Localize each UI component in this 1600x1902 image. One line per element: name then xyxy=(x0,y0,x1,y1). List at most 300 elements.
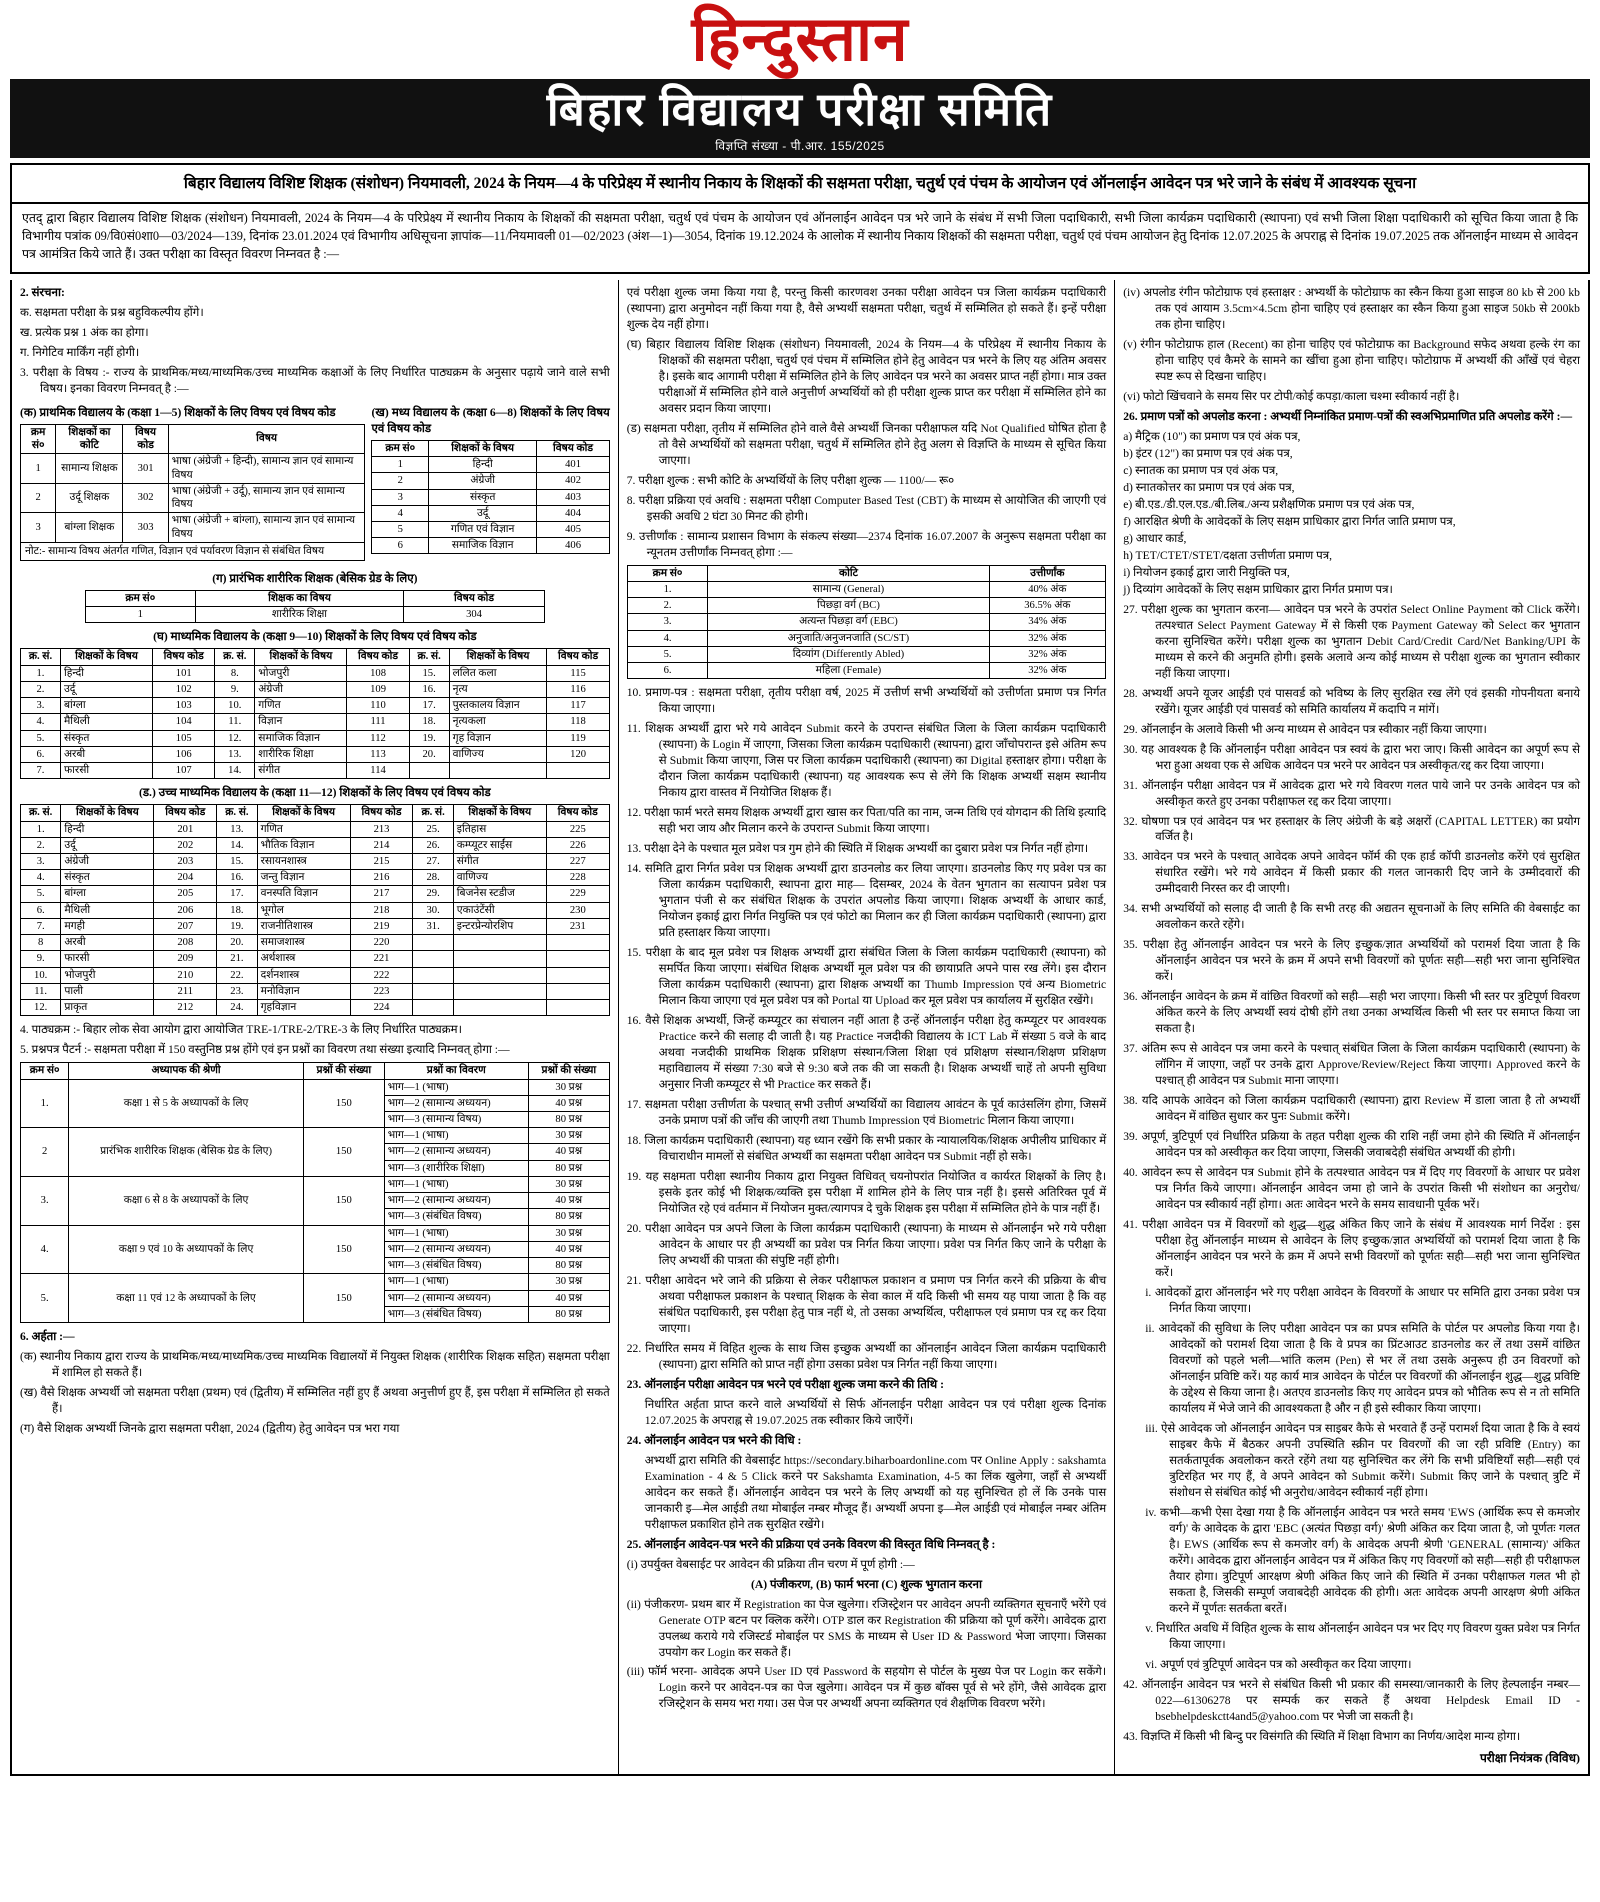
cell: 7. xyxy=(21,918,61,934)
cell: 16. xyxy=(217,870,257,886)
cell: भाग—1 (भाषा) xyxy=(384,1225,528,1241)
cell: 18. xyxy=(217,902,257,918)
section-2-item: ख. प्रत्येक प्रश्न 1 अंक का होगा। xyxy=(20,325,149,339)
cell xyxy=(546,967,609,983)
cell: 216 xyxy=(350,870,413,886)
cell: अंग्रेजी xyxy=(61,853,154,869)
cell: गणित xyxy=(257,821,350,837)
cell: 40 प्रश्न xyxy=(528,1290,609,1306)
table-exam-pattern xyxy=(20,1062,610,1323)
cell: भाग—3 (संबंधित विषय) xyxy=(384,1209,528,1225)
th: क्र. सं. xyxy=(409,649,449,665)
cell: प्रारंभिक शारीरिक शिक्षक (बेसिक ग्रेड के लिए) xyxy=(69,1128,304,1177)
col2-para: एवं परीक्षा शुल्क जमा किया गया है, परन्तु किसी कारणवश उनका परीक्षा आवेदन पत्र जिला कार्यक्रम पदाधिकारी (स्थापना) द्वारा अनुमोदन नहीं किया गया है, वैसे अभ्यर्थी सक्षमता परीक्षा, चतुर्थ में सम्मिलित हो सकते हैं। इन्हें परीक्षा शुल्क देय नहीं होगा। xyxy=(626,285,1107,331)
sub41-item: iii. ऐसे आवेदक जो ऑनलाईन आवेदन पत्र साइबर कैफे से भरवाते हैं उन्हें परामर्श दिया जाता है कि वे स्वयं साइबर कैफे में बैठकर अपनी उपस्थिति स्क्रीन पर विवरणों की जा रही प्रविष्टि (Entry) का सतर्कतापूर्वक अवलोकन करते रहेंगे तथा यह सुनिश्चित कर लेंगे कि सभी प्रविष्टियाँ सही—सही एवं त्रुटिरहित भर गए हैं, वे अपने आवेदन को Submit करेंगे। Submit किए जाने के पश्चात् त्रुटि में संशोधन से संबंधित कोई भी अनुरोध/आवेदन स्वीकार्य नहीं होगा। xyxy=(1145,1421,1580,1499)
cell: 213 xyxy=(350,821,413,837)
section-3-title: 3. परीक्षा के विषय :- राज्य के प्राथमिक/मध्य/माध्यमिक/उच्च माध्यमिक कक्षाओं के लिए निर्धारित पाठ्यक्रम के अनुसार पढ़ाये जाने वाले सभी विषय। इनका विवरण निम्नवत् है :— xyxy=(20,365,610,395)
cell: 1 xyxy=(85,607,195,623)
table-row xyxy=(627,598,1105,614)
cell: भाग—3 (सामान्य विषय) xyxy=(384,1111,528,1127)
col3-item: (iv) अपलोड रंगीन फोटोग्राफ एवं हस्ताक्षर : अभ्यर्थी के फोटोग्राफ का स्कैन किया हुआ साइज 80 kb से 200 kb तक एवं आयाम 3.5cm×4.5cm होना चाहिए एवं हस्ताक्षर का स्कैन किया हुआ साइज 50kb से 200kb तक होना चाहिए। xyxy=(1123,285,1580,331)
cell: महिला (Female) xyxy=(708,663,989,679)
cell: 4. xyxy=(21,714,61,730)
cell: 23. xyxy=(217,983,257,999)
cell: 5. xyxy=(21,730,61,746)
cell: उर्दू xyxy=(61,837,154,853)
list-item: f) आरक्षित श्रेणी के आवेदकों के लिए सक्षम प्राधिकार द्वारा निर्गत जाति प्रमाण पत्र, xyxy=(1123,514,1456,528)
cell: 30. xyxy=(413,902,453,918)
cell: हिन्दी xyxy=(61,821,154,837)
cell: 4. xyxy=(21,1225,69,1274)
list-item: e) बी.एड./डी.एल.एड./बी.लिब./अन्य प्रशैक्षणिक प्रमाण पत्र एवं अंक पत्र, xyxy=(1123,497,1415,511)
th: क्र. सं. xyxy=(413,805,453,821)
list-item: j) दिव्यांग आवेदकों के लिए सक्षम प्राधिकार द्वारा निर्गत प्रमाण पत्र। xyxy=(1123,582,1393,596)
table-k-note: नोट:- सामान्य विषय अंतर्गत गणित, विज्ञान एवं पर्यावरण विज्ञान से संबंधित विषय xyxy=(20,543,365,561)
table-row xyxy=(21,714,610,730)
cell: 5. xyxy=(21,886,61,902)
intro-paragraph: एतद् द्वारा बिहार विद्यालय विशिष्ट शिक्षक (संशोधन) नियमावली, 2024 के नियम—4 के परिप्रेक्ष्य में स्थानीय निकाय के शिक्षकों की सक्षमता परीक्षा, चतुर्थ एवं पंचम के आयोजन एवं ऑनलाईन आवेदन पत्र भरे जाने के संबंध में सभी जिला पदाधिकारी, सभी जिला कार्यक्रम पदाधिकारी (स्थापना) एवं सभी जिला शिक्षा पदाधिकारी को सूचित किया जाता है कि विभागीय पत्रांक 09/वि0सं0शा0—03/2024—139, दिनांक 23.01.2024 एवं विभागीय अधिसूचना ज्ञापांक—11/नियमावली 01—02/2023 (अंश—1)—3054, दिनांक 19.12.2024 के आलोक में स्थानीय निकाय शिक्षकों की सक्षमता परीक्षा, चतुर्थ एवं पंचम आयोजन हेतु दिनांक 12.07.2025 के अपराह्न से दिनांक 19.07.2025 तक ऑनलाईन माध्यम से आवेदन पत्र आमंत्रित किये जाते हैं। उक्त परीक्षा का विस्तृत विवरण निम्नवत है :— xyxy=(22,211,1578,261)
cell: पुस्तकालय विज्ञान xyxy=(449,698,547,714)
cell: 218 xyxy=(350,902,413,918)
cell: जन्तु विज्ञान xyxy=(257,870,350,886)
th: क्रम सं० xyxy=(85,590,195,606)
table-row xyxy=(21,967,610,983)
cell: 80 प्रश्न xyxy=(528,1258,609,1274)
cell: 2 xyxy=(21,483,56,512)
cell: भाग—2 (सामान्य अध्ययन) xyxy=(384,1144,528,1160)
upload-docs-list xyxy=(1123,429,1580,598)
cell: 11. xyxy=(215,714,255,730)
cell: 221 xyxy=(350,951,413,967)
cell: 19. xyxy=(217,918,257,934)
th: शिक्षकों का कोटि xyxy=(56,424,123,453)
cell xyxy=(546,1000,609,1016)
cell xyxy=(409,763,449,779)
table-row xyxy=(372,505,609,521)
cell: 18. xyxy=(409,714,449,730)
th: क्र. सं. xyxy=(217,805,257,821)
cell: 201 xyxy=(154,821,217,837)
notice-number: विज्ञप्ति संख्या - पी.आर. 155/2025 xyxy=(715,138,885,153)
table-row xyxy=(21,681,610,697)
column-middle xyxy=(619,280,1115,1774)
table-row xyxy=(21,886,610,902)
cell: 30 प्रश्न xyxy=(528,1128,609,1144)
table-row xyxy=(21,483,365,512)
list-item: b) इंटर (12") का प्रमाण पत्र एवं अंक पत्र, xyxy=(1123,446,1293,460)
cell: 103 xyxy=(153,698,215,714)
list-item: g) आधार कार्ड, xyxy=(1123,531,1187,545)
cell: 30 प्रश्न xyxy=(528,1176,609,1192)
cell: 111 xyxy=(347,714,409,730)
table-physical-teacher xyxy=(85,590,545,623)
table-primary-subjects xyxy=(20,424,365,543)
cell: 2. xyxy=(21,681,61,697)
cell: 3 xyxy=(372,489,429,505)
cell: 30 प्रश्न xyxy=(528,1079,609,1095)
th: शिक्षकों के विषय xyxy=(453,805,546,821)
list-item: h) TET/CTET/STET/दक्षता उत्तीर्णता प्रमाण पत्र, xyxy=(1123,548,1333,562)
cell: 109 xyxy=(347,681,409,697)
cell: 301 xyxy=(123,454,168,483)
cell: 209 xyxy=(154,951,217,967)
cell: 119 xyxy=(547,730,609,746)
cell: 6. xyxy=(21,746,61,762)
cell: नृत्य xyxy=(449,681,547,697)
cell: 228 xyxy=(546,870,609,886)
cell: अरबी xyxy=(60,746,152,762)
column-left xyxy=(12,280,619,1774)
cell: सामान्य (General) xyxy=(708,581,989,597)
masthead xyxy=(10,6,1590,77)
cell: 3. xyxy=(627,614,708,630)
cell: 118 xyxy=(547,714,609,730)
col2-item: 20. परीक्षा आवेदन पत्र अपने जिला के जिला कार्यक्रम पदाधिकारी (स्थापना) के माध्यम से ऑनलाईन भरे गये परीक्षा आवेदन के आधार पर ही अभ्यर्थी का प्रवेश पत्र निर्गत किया जाएगा। प्रवेश पत्र निर्गत किए जाने के परीक्षा के लिए अभ्यर्थी की पात्रता की संपुष्टि नहीं होगी। xyxy=(626,1221,1107,1267)
cell: 202 xyxy=(154,837,217,853)
th: क्रम सं० xyxy=(627,565,708,581)
cell: 120 xyxy=(547,746,609,762)
cell: भूगोल xyxy=(257,902,350,918)
cell: 9. xyxy=(21,951,61,967)
cell xyxy=(413,935,453,951)
cell: 110 xyxy=(347,698,409,714)
cell: 406 xyxy=(537,538,609,554)
cell: 40 प्रश्न xyxy=(528,1193,609,1209)
cell: संस्कृत xyxy=(60,730,152,746)
subject-code-tables xyxy=(20,401,610,567)
table-row xyxy=(21,1225,610,1241)
cell: 207 xyxy=(154,918,217,934)
cell: 7. xyxy=(21,763,61,779)
col3-item: 32. घोषणा पत्र एवं आवेदन पत्र भर हस्ताक्षर के लिए अंग्रेजी के बड़े अक्षरों (CAPITAL LETTER) का प्रयोग वर्जित है। xyxy=(1123,814,1580,844)
cell: 20. xyxy=(409,746,449,762)
table-row xyxy=(21,870,610,886)
apply-step: (i) उपर्युक्त वेबसाईट पर आवेदन की प्रक्रिया तीन चरण में पूर्ण होगी :— xyxy=(626,1557,915,1571)
cell: बिजनेस स्टडीज xyxy=(453,886,546,902)
col3-item: 34. सभी अभ्यर्थियों को सलाह दी जाती है कि सभी तरह की अद्यतन सूचनाओं के लिए समिति की वेबसाईट का अवलोकन करते रहेंगे। xyxy=(1123,902,1580,932)
table-row xyxy=(627,614,1105,630)
cell: मैथिली xyxy=(60,714,152,730)
col2-item: 10. प्रमाण-पत्र : सक्षमता परीक्षा, तृतीय परीक्षा वर्ष, 2025 में उत्तीर्ण सभी अभ्यर्थियों को उत्तीर्णता प्रमाण पत्र निर्गत किया जाएगा। xyxy=(626,686,1107,716)
table-row xyxy=(21,902,610,918)
list-item: a) मैट्रिक (10") का प्रमाण पत्र एवं अंक पत्र, xyxy=(1123,429,1301,443)
sub41-item: ii. आवेदकों की सुविधा के लिए परीक्षा आवेदन पत्र का प्रपत्र समिति के पोर्टल पर अपलोड किया गया है। आवेदकों को परामर्श दिया जाता है कि वे प्रपत्र का प्रिंटआउट डाउनलोड कर लें तथा उसमें वांछित विवरणों को पहले भली—भांति कलम (Pen) से भर लें तथा उसके अनुरूप ही उन विवरणों को ऑनलाईन प्रविष्टि करें। यह कार्य मात्र आवेदन के पोर्टल पर विवरणों की ऑनलाईन शुद्ध—शुद्ध प्रविष्टि के उद्देश्य से किया जाना है। अतएव डाउनलोड किए गए आवेदन प्रपत्र को भौतिक रूप से न तो समिति कार्यालय में भेजे जाने की आवश्यकता है और न ही इसे स्वीकार किया जाएगा। xyxy=(1145,1322,1580,1415)
table-row xyxy=(21,454,365,483)
cell: वनस्पति विज्ञान xyxy=(257,886,350,902)
th: विषय कोड xyxy=(350,805,413,821)
cell: उर्दू xyxy=(429,505,537,521)
cell: 4. xyxy=(627,630,708,646)
cell: उर्दू शिक्षक xyxy=(56,483,123,512)
cell: भाग—1 (भाषा) xyxy=(384,1128,528,1144)
cell: 3. xyxy=(21,698,61,714)
cell: 12. xyxy=(21,1000,61,1016)
sub41-item: vi. अपूर्ण एवं त्रुटिपूर्ण आवेदन पत्र को अस्वीकृत कर दिया जाएगा। xyxy=(1145,1657,1412,1671)
cell: 304 xyxy=(404,607,545,623)
cell: एकाउंटेंसी xyxy=(453,902,546,918)
cell: इतिहास xyxy=(453,821,546,837)
table-row xyxy=(21,1128,610,1144)
cell: अत्यन्त पिछड़ा वर्ग (EBC) xyxy=(708,614,989,630)
cell: संस्कृत xyxy=(429,489,537,505)
table-higher-secondary-subjects xyxy=(20,804,610,1016)
cell: 106 xyxy=(153,746,215,762)
cell xyxy=(453,951,546,967)
cell: 210 xyxy=(154,967,217,983)
cell xyxy=(453,983,546,999)
cell xyxy=(453,1000,546,1016)
cell: 25. xyxy=(413,821,453,837)
cell: 8. xyxy=(215,665,255,681)
online-apply-dates-title: 23. ऑनलाईन परीक्षा आवेदन पत्र भरने एवं परीक्षा शुल्क जमा करने की तिथि : xyxy=(626,1377,944,1391)
cell: 229 xyxy=(546,886,609,902)
cell: 1 xyxy=(372,457,429,473)
cell: फारसी xyxy=(60,763,152,779)
th: प्रश्नों का विवरण xyxy=(384,1063,528,1079)
col3-item: 30. यह आवश्यक है कि ऑनलाईन परीक्षा आवेदन पत्र स्वयं के द्वारा भरा जाए। किसी आवेदन का अपूर्ण रूप से भरा हुआ अथवा एक से अधिक आवेदन पत्र भरने पर आवेदन पत्र अस्वीकृत/रद्द कर दिया जाएगा। xyxy=(1123,742,1580,772)
exam-process: 8. परीक्षा प्रक्रिया एवं अवधि : सक्षमता परीक्षा Computer Based Test (CBT) के माध्यम से आयोजित की जाएगी एवं इसकी अवधि 2 घंटा 30 मिनट की होगी। xyxy=(626,493,1107,523)
th: विषय कोड xyxy=(547,649,609,665)
cell: 17. xyxy=(217,886,257,902)
col3-item: 36. ऑनलाईन आवेदन के क्रम में वांछित विवरणों को सही—सही भरा जाएगा। किसी भी स्तर पर त्रुटिपूर्ण विवरण अंकित करने के लिए अभ्यर्थी स्वयं दोषी होंगे तथा उनका अभ्यर्थित्व किसी भी स्तर पर समाप्त किया जा सकता है। xyxy=(1123,990,1580,1036)
cell: 303 xyxy=(123,513,168,542)
cell: 20. xyxy=(217,935,257,951)
section-6-title: 6. अर्हता :— xyxy=(20,1330,75,1344)
cell: दिव्यांग (Differently Abled) xyxy=(708,646,989,662)
cell: 217 xyxy=(350,886,413,902)
cell: 17. xyxy=(409,698,449,714)
th: विषय कोड xyxy=(537,440,609,456)
cell: अंग्रेजी xyxy=(255,681,347,697)
list-item: i) नियोजन इकाई द्वारा जारी नियुक्ति पत्र, xyxy=(1123,565,1290,579)
col3-item: 35. परीक्षा हेतु ऑनलाईन आवेदन पत्र भरने के लिए इच्छुक/ज्ञात अभ्यर्थियों को परामर्श दिया जाता है कि ऑनलाईन आवेदन पत्र भरने के क्रम में अपने सभी विवरणों को पूर्णतः सही—सही भरा जाना सुनिश्चित करें। xyxy=(1123,938,1580,984)
section-6-item: (ग) वैसे शिक्षक अभ्यर्थी जिनके द्वारा सक्षमता परीक्षा, 2024 (द्वितीय) हेतु आवेदन पत्र भरा गया xyxy=(20,1421,400,1435)
th: शिक्षकों के विषय xyxy=(257,805,350,821)
passing-marks-intro: 9. उत्तीर्णांक : सामान्य प्रशासन विभाग के संकल्प संख्या—2374 दिनांक 16.07.2007 के अनुरूप सक्षमता परीक्षा का न्यूनतम उत्तीर्णांक निम्नवत् होगा :— xyxy=(626,529,1107,559)
col3-item: 27. परीक्षा शुल्क का भुगतान करना— आवेदन पत्र भरने के उपरांत Select Online Payment को Click करेंगे। तत्पश्चात Select Payment Gateway में से किसी एक Payment Gateway को Select कर भुगतान करना सुनिश्चित करेंगे। परीक्षा शुल्क का भुगतान Debit Card/Credit Card/Net Banking/UPI के माध्यम से करने की अनुमति होगी। इसके अलावे अन्य कोई माध्यम से परीक्षा शुल्क का भुगतान स्वीकार नहीं किया जाएगा। xyxy=(1123,602,1580,680)
cell: गणित xyxy=(255,698,347,714)
cell: 101 xyxy=(153,665,215,681)
cell xyxy=(453,935,546,951)
cell: 220 xyxy=(350,935,413,951)
col2-item: 11. शिक्षक अभ्यर्थी द्वारा भरे गये आवेदन Submit करने के उपरान्त संबंधित जिला के जिला कार्यक्रम पदाधिकारी (स्थापना) के Login में जाएगा, जिसका जिला कार्यक्रम पदाधिकारी (स्थापना) द्वारा जाँचोपरान्त इसे अंतिम रूप से Submit किया जाएगा, जिस पर जिला कार्यक्रम पदाधिकारी (स्थापना) का Digital हस्ताक्षर होगा। परीक्षा के दौरान जिला कार्यक्रम पदाधिकारी (स्थापना) यह आवश्यक रूप से लेंगे कि शिक्षक अभ्यर्थी सक्षम स्थानीय निकाय द्वारा वास्तव में नियोजित शिक्षक हैं। xyxy=(626,722,1107,800)
cell: शारीरिक शिक्षा xyxy=(255,746,347,762)
cell: 225 xyxy=(546,821,609,837)
table-row xyxy=(21,698,610,714)
th: विषय xyxy=(168,424,365,453)
cell: 10. xyxy=(215,698,255,714)
cell: 108 xyxy=(347,665,409,681)
cell: भोजपुरी xyxy=(61,967,154,983)
cell: भाग—1 (भाषा) xyxy=(384,1079,528,1095)
cell: 6. xyxy=(21,902,61,918)
col2-item: 13. परीक्षा देने के पश्चात मूल प्रवेश पत्र गुम होने की स्थिति में शिक्षक अभ्यर्थी का दुबारा प्रवेश पत्र निर्गत नहीं होगा। xyxy=(626,842,1089,856)
cell xyxy=(413,1000,453,1016)
exam-fee: 7. परीक्षा शुल्क : सभी कोटि के अभ्यर्थियों के लिए परीक्षा शुल्क — 1100/— रू० xyxy=(626,473,955,487)
cell: 32% अंक xyxy=(989,630,1106,646)
col2-item: 14. समिति द्वारा निर्गत प्रवेश पत्र शिक्षक अभ्यर्थी द्वारा डाउनलोड कर लिया जाएगा। डाउनलोड किए गए प्रवेश पत्र का जिला कार्यक्रम पदाधिकारी, स्थापना द्वारा माह— दिसम्बर, 2024 के वेतन भुगतान का सत्यापन प्रवेश पत्र भुगतान पंजी से कर संबंधित शिक्षक के उपरांत अपलोड किया जाएगा। शिक्षक अभ्यर्थी के आधार कार्ड, नियोजन इकाई द्वारा निर्गत नियुक्ति पत्र एवं फोटो का मिलान कर ही जिला कार्यक्रम पदाधिकारी (स्थापना) द्वारा प्रति हस्ताक्षर किया जाएगा। xyxy=(626,862,1107,940)
cell: भाग—3 (संबंधित विषय) xyxy=(384,1306,528,1322)
th: प्रश्नों की संख्या xyxy=(303,1063,384,1079)
cell: राजनीतिशास्त्र xyxy=(257,918,350,934)
cell: 8 xyxy=(21,935,61,951)
col2-item: 16. वैसे शिक्षक अभ्यर्थी, जिन्हें कम्प्यूटर का संचालन नहीं आता है उन्हें ऑनलाईन परीक्षा हेतु कम्प्यूटर पर आवश्यक Practice करने की सलाह दी जाती है। यह Practice नजदीकी विद्यालय के ICT Lab में संख्या 5 वजे के बाद अथवा नजदीकी प्राथमिक शिक्षक प्रशिक्षण संस्थान/जिला शिक्षा एवं प्रशिक्षण संस्थान/शिक्षण प्रशिक्षण महाविद्यालय में संख्या 7:30 बजे से 9:30 बजे तक की जा सकती है। शिक्षक अभ्यर्थी चाहें तो अपनी सुविधा अनुसार निजी कम्प्यूटर से भी Practice कर सकते हैं। xyxy=(626,1014,1107,1091)
cell: 219 xyxy=(350,918,413,934)
cell: 80 प्रश्न xyxy=(528,1209,609,1225)
cell: भौतिक विज्ञान xyxy=(257,837,350,853)
col2-para: (घ) बिहार विद्यालय विशिष्ट शिक्षक (संशोधन) नियमावली, 2024 के नियम—4 के परिप्रेक्ष्य में स्थानीय निकाय के शिक्षकों की सक्षमता परीक्षा, चतुर्थ एवं पंचम में सम्मिलित होने हेतु आवेदन पत्र भरने के लिए यह अंतिम अवसर है। इसके बाद आगामी परीक्षा में सम्मिलित होने के लिए आवेदन पत्र भरने का अवसर प्राप्त नहीं होगा। मात्र उक्त परीक्षाओं में सम्मिलित होने वाले अनुत्तीर्ण अभ्यर्थियों को ही परीक्षा शुल्क प्राप्त कर परीक्षा में सम्मिलित होने का अवसर प्रदान किया जाएगा। xyxy=(626,337,1107,415)
col3-item: 38. यदि आपके आवेदन को जिला कार्यक्रम पदाधिकारी (स्थापना) द्वारा Review में डाला जाता है तो अभ्यर्थी आवेदन में वांछित सुधार कर पुनः Submit करेंगे। xyxy=(1123,1094,1580,1124)
table-k-caption: (क) प्राथमिक विद्यालय के (कक्षा 1—5) शिक्षकों के लिए विषय एवं विषय कोड xyxy=(20,405,336,419)
th: क्र. सं. xyxy=(215,649,255,665)
cell: 402 xyxy=(537,473,609,489)
table-gh-caption: (घ) माध्यमिक विद्यालय के (कक्षा 9—10) शिक्षकों के लिए विषय एवं विषय कोड xyxy=(153,630,477,644)
table-row xyxy=(21,665,610,681)
cell: 405 xyxy=(537,522,609,538)
cell: 401 xyxy=(537,457,609,473)
col3-item: 37. अंतिम रूप से आवेदन पत्र जमा करने के पश्चात् संबंधित जिला के जिला कार्यक्रम पदाधिकारी (स्थापना) के लॉगिन में जाएगा, जहाँ पर उनके द्वारा Approve/Review/Reject किया जाएगा। Approved करने के पश्चात् ही आवेदन पत्र Submit माना जाएगा। xyxy=(1123,1042,1580,1088)
cell: 208 xyxy=(154,935,217,951)
col2-para: (ड) सक्षमता परीक्षा, तृतीय में सम्मिलित होने वाले वैसे अभ्यर्थी जिनका परीक्षाफल यदि Not Qualified घोषित होता है तो वैसे अभ्यर्थियों को सक्षमता परीक्षा, चतुर्थ में सम्मिलित होने हेतु अलग से विज्ञप्ति के माध्यम से सूचित किया जाएगा। xyxy=(626,421,1107,467)
th: शिक्षकों के विषय xyxy=(61,805,154,821)
cell: 28. xyxy=(413,870,453,886)
table-row xyxy=(372,489,609,505)
cell: 2. xyxy=(21,837,61,853)
cell: 6. xyxy=(627,663,708,679)
cell xyxy=(413,983,453,999)
apply-step-stages: (A) पंजीकरण, (B) फार्म भरना (C) शुल्क भुगतान करना xyxy=(750,1577,982,1591)
col2-item: 17. सक्षमता परीक्षा उत्तीर्णता के पश्चात् सभी उत्तीर्ण अभ्यर्थियों का विद्यालय आवंटन के पूर्व काउंसलिंग होगा, जिसमें उनके प्रमाण पत्रों की जाँच की जाएगी तथा Thumb Impression एवं Biometric मिलान किया जाएगा। xyxy=(626,1097,1107,1127)
th: क्रम सं० xyxy=(21,424,56,453)
table-row xyxy=(627,630,1105,646)
cell: बांग्ला शिक्षक xyxy=(56,513,123,542)
cell: 215 xyxy=(350,853,413,869)
cell: 19. xyxy=(409,730,449,746)
cell: 214 xyxy=(350,837,413,853)
cell: 34% अंक xyxy=(989,614,1106,630)
th: कोटि xyxy=(708,565,989,581)
cell: 80 प्रश्न xyxy=(528,1111,609,1127)
cell: 21. xyxy=(217,951,257,967)
apply-step: (iii) फॉर्म भरना- आवेदक अपने User ID एवं Password के सहयोग से पोर्टल के मुख्य पेज पर Login कर सकेंगे। Login करने पर आवेदन-पत्र का पेज खुलेगा। आवेदन पत्र में कुछ बॉक्स पूर्व से भरे होंगे, जैसे आवेदक द्वारा रजिस्ट्रेशन के समय भरा गया। उस पेज पर अभ्यर्थी अपना व्यक्तिगत एवं शैक्षणिक विवरण भरेंगे। xyxy=(626,1665,1107,1711)
cell: 5. xyxy=(627,646,708,662)
cell: 12. xyxy=(215,730,255,746)
cell: भाषा (अंग्रेजी + बांग्ला), सामान्य ज्ञान एवं सामान्य विषय xyxy=(168,513,365,542)
cell xyxy=(546,951,609,967)
cell: भाग—1 (भाषा) xyxy=(384,1176,528,1192)
cell xyxy=(413,951,453,967)
cell: भाषा (अंग्रेजी + उर्दू), सामान्य ज्ञान एवं सामान्य विषय xyxy=(168,483,365,512)
cell: 10. xyxy=(21,967,61,983)
cell: 40 प्रश्न xyxy=(528,1241,609,1257)
cell: 1. xyxy=(627,581,708,597)
cell: 231 xyxy=(546,918,609,934)
cell: 227 xyxy=(546,853,609,869)
cell: 107 xyxy=(153,763,215,779)
table-secondary-subjects xyxy=(20,648,610,779)
table-kh-caption: (ख) मध्य विद्यालय के (कक्षा 6—8) शिक्षकों के लिए विषय एवं विषय कोड xyxy=(371,405,610,435)
cell: गृहविज्ञान xyxy=(257,1000,350,1016)
cell: 2 xyxy=(372,473,429,489)
cell: 15. xyxy=(409,665,449,681)
cell: भाग—3 (शारीरिक शिक्षा) xyxy=(384,1160,528,1176)
table-row xyxy=(21,983,610,999)
table-row xyxy=(627,646,1105,662)
cell: 32% अंक xyxy=(989,663,1106,679)
cell: 205 xyxy=(154,886,217,902)
table-row xyxy=(21,853,610,869)
cell: 24. xyxy=(217,1000,257,1016)
sub41-item: iv. कभी—कभी ऐसा देखा गया है कि ऑनलाईन आवेदन पत्र भरते समय 'EWS (आर्थिक रूप से कमजोर वर्ग)' के आवेदक के द्वारा 'EBC (अत्यंत पिछड़ा वर्ग)' श्रेणी अंकित कर दिया जाता है, जो पूर्णतः गलत है। EWS (आर्थिक रूप से कमजोर वर्ग) के आवेदक अपनी श्रेणी 'GENERAL (सामान्य)' अंकित करेंगे। आवेदक द्वारा ऑनलाईन आवेदन पत्र में अंकित किए गए विवरणों को सही—सही ही परीक्षाफल तैयार होगा। त्रुटिपूर्ण आरक्षण श्रेणी अंकित किए जाने की स्थिति में उनका परीक्षाफल गलत भी हो सकता है, जिसकी सम्पूर्ण जवाबदेही आवेदक की होगी। अतः आवेदक अपनी आरक्षण श्रेणी अंकित करने में पूर्णतः सतर्कता बरतें। xyxy=(1145,1505,1580,1615)
col3-item: 40. आवेदन रूप से आवेदन पत्र Submit होने के तत्पश्चात आवेदन पत्र में दिए गए विवरणों के आधार पर प्रवेश पत्र निर्गत किये जाएगा। ऑनलाईन आवेदन जमा हो जाने के उपरांत किसी भी संशोधन का अनुरोध/आवेदन पत्र स्वीकार्य नहीं होगा। अतः आवेदन भरने के समय सावधानी पूर्वक भरें। xyxy=(1123,1166,1580,1212)
col2-item: 21. परीक्षा आवेदन भरे जाने की प्रक्रिया से लेकर परीक्षाफल प्रकाशन व प्रमाण पत्र निर्गत करने की प्रक्रिया के बीच अथवा परीक्षाफल प्रकाशन के पश्चात् शिक्षक के सेवा काल में यदि किसी भी समय यह पाया जाता है कि वह संबंधित पदाधिकारी, इस परीक्षा हेतु पात्र नहीं थे, तो उसका अभ्यर्थित्व, परीक्षाफल एवं प्रमाण पत्र रद्द कर दिया जाएगा। xyxy=(626,1273,1107,1335)
table-row xyxy=(21,763,610,779)
cell xyxy=(449,763,547,779)
th: विषय कोड xyxy=(546,805,609,821)
table-g-caption: (ग) प्रारंभिक शारीरिक शिक्षक (बेसिक ग्रेड के लिए) xyxy=(212,571,418,585)
cell: कक्षा 9 एवं 10 के अध्यापकों के लिए xyxy=(69,1225,304,1274)
newspaper-brand: हिन्दुस्तान xyxy=(691,6,909,74)
cell: समाजशास्त्र xyxy=(257,935,350,951)
th: विषय कोड xyxy=(153,649,215,665)
th: विषय कोड xyxy=(154,805,217,821)
table-d-caption: (ड.) उच्च माध्यमिक विद्यालय के (कक्षा 11—12) शिक्षकों के लिए विषय एवं विषय कोड xyxy=(138,786,491,800)
col2-item: 15. परीक्षा के बाद मूल प्रवेश पत्र शिक्षक अभ्यर्थी द्वारा संबंधित जिला के जिला कार्यक्रम पदाधिकारी (स्थापना) को समर्पित किया जाएगा। संबंधित शिक्षक अभ्यर्थी मूल प्रवेश पत्र की छायाप्रति अपने पास रख लेंगे। इस दौरान जिला कार्यक्रम पदाधिकारी (स्थापना) द्वारा शिक्षक अभ्यर्थी का Thumb Impression एवं अन्य Biometric मिलान किया जाएगा एवं मूल प्रवेश पत्र को Portal या Upload कर मूल प्रवेश पत्र कार्यालय में सुरक्षित रखेंगे। xyxy=(626,946,1107,1008)
cell: प्राकृत xyxy=(61,1000,154,1016)
cell: 403 xyxy=(537,489,609,505)
cell: 1. xyxy=(21,665,61,681)
cell: वाणिज्य xyxy=(449,746,547,762)
cell: 116 xyxy=(547,681,609,697)
th: क्रम सं० xyxy=(21,1063,69,1079)
signatory-title: परीक्षा नियंत्रक (विविध) xyxy=(1479,1750,1580,1765)
cell: 302 xyxy=(123,483,168,512)
cell: 2. xyxy=(627,598,708,614)
cell: पाली xyxy=(61,983,154,999)
col2-item: 19. यह सक्षमता परीक्षा स्थानीय निकाय द्वारा नियुक्त विधिवत् चयनोपरांत नियोजित व कार्यरत शिक्षकों के लिए है। इसके इतर कोई भी शिक्षक/व्यक्ति इस परीक्षा में शामिल होने के लिए पात्र नहीं है। इससे अतिरिक्त पूर्व में नियोजित रहे एवं वर्तमान में नियोजन मुक्त/त्यागपत्र दे चुके शिक्षक इस परीक्षा में सम्मिलित होने के पात्र नहीं हैं। xyxy=(626,1169,1107,1215)
cell: भाग—2 (सामान्य अध्ययन) xyxy=(384,1290,528,1306)
table-row xyxy=(21,513,365,542)
cell: अंग्रेजी xyxy=(429,473,537,489)
cell: 36.5% अंक xyxy=(989,598,1106,614)
cell: 3. xyxy=(21,853,61,869)
cell: 22. xyxy=(217,967,257,983)
cell: 212 xyxy=(154,1000,217,1016)
cell: 11. xyxy=(21,983,61,999)
cell: 14. xyxy=(215,763,255,779)
col2-item: 18. जिला कार्यक्रम पदाधिकारी (स्थापना) यह ध्यान रखेंगे कि सभी प्रकार के न्यायालयिक/शिक्षक अपीलीय प्राधिकार में विचाराधीन मामलों से संबंधित अभ्यर्थी का सक्षमता परीक्षा आवेदन पत्र Submit नहीं हो सके। xyxy=(626,1133,1107,1163)
cell: भाग—3 (संबंधित विषय) xyxy=(384,1258,528,1274)
col3-item: 39. अपूर्ण, त्रुटिपूर्ण एवं निर्धारित प्रक्रिया के तहत परीक्षा शुल्क की राशि नहीं जमा होने की स्थिति में ऑनलाईन आवेदन पत्र को अस्वीकृत कर दिया जाएगा, जिसकी जवाबदेही संबंधित अभ्यर्थी की होगी। xyxy=(1123,1130,1580,1160)
cell: कक्षा 1 से 5 के अध्यापकों के लिए xyxy=(69,1079,304,1128)
cell: भाग—2 (सामान्य अध्ययन) xyxy=(384,1095,528,1111)
col3-item: (vi) फोटो खिंचवाने के समय सिर पर टोपी/कोई कपड़ा/काला चश्मा स्वीकार्य नहीं है। xyxy=(1123,389,1460,403)
cell: भाग—2 (सामान्य अध्ययन) xyxy=(384,1241,528,1257)
board-banner xyxy=(10,79,1590,158)
cell: 113 xyxy=(347,746,409,762)
cell: समाजिक विज्ञान xyxy=(255,730,347,746)
table-row xyxy=(21,837,610,853)
th: उत्तीर्णांक xyxy=(989,565,1106,581)
notice-title-box xyxy=(10,163,1590,204)
table-row xyxy=(372,538,609,554)
cell: 1 xyxy=(21,454,56,483)
section-5: 5. प्रश्नपत्र पैटर्न :- सक्षमता परीक्षा में 150 वस्तुनिष्ठ प्रश्न होंगे एवं इन प्रश्नों का विवरण तथा संख्या इत्यादि निम्नवत् होगा :— xyxy=(20,1043,510,1057)
cell: 30 प्रश्न xyxy=(528,1274,609,1290)
th: शिक्षक का विषय xyxy=(195,590,403,606)
cell: 15. xyxy=(217,853,257,869)
col3-item: 29. ऑनलाईन के अलावे किसी भी अन्य माध्यम से आवेदन पत्र स्वीकार नहीं किया जाएगा। xyxy=(1123,722,1487,736)
